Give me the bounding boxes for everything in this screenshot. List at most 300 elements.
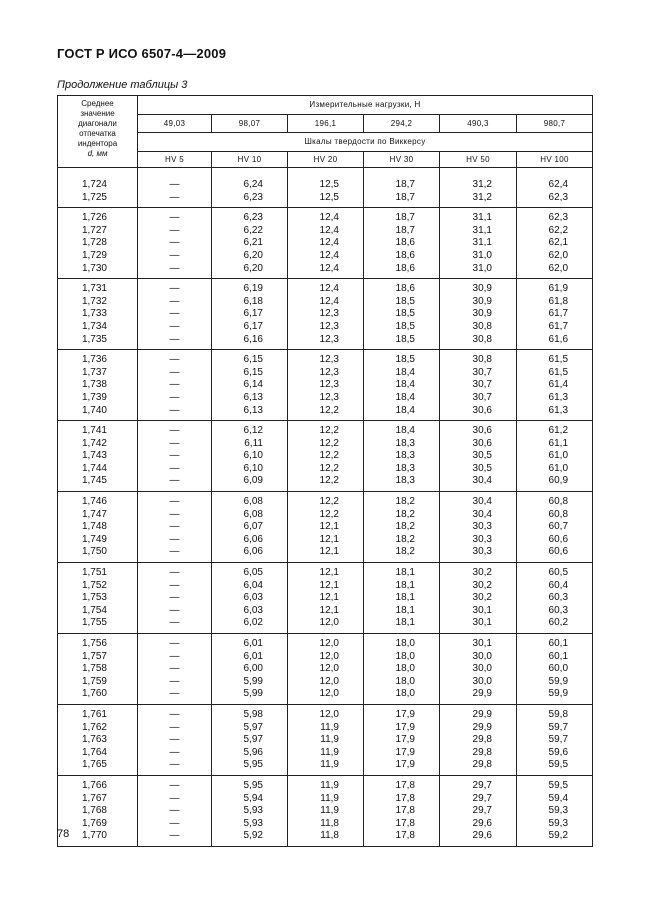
hv100-value: 61,4: [548, 379, 569, 391]
diagonal-value: 1,741: [81, 425, 107, 437]
hv100-value: 61,5: [548, 366, 569, 378]
loads-header: Измерительные нагрузки, Н: [138, 96, 593, 115]
hv5-value: —: [169, 734, 180, 746]
hv5-value-cell: [138, 208, 212, 279]
hv10-value: 5,95: [243, 759, 263, 771]
diagonal-value-cell: [58, 563, 138, 634]
diagonal-value: 1,760: [81, 688, 107, 700]
hv100-value-cell: [517, 704, 593, 775]
hv10-value: 6,00: [243, 663, 263, 675]
hv100-value: 61,1: [548, 437, 569, 449]
hv20-value: 12,0: [319, 675, 339, 687]
hv100-value: 59,3: [548, 805, 569, 817]
hv30-value: 18,7: [395, 212, 415, 224]
hv20-value: 12,3: [319, 391, 339, 403]
hv30-value: 17,9: [395, 721, 415, 733]
hv100-value: 60,7: [548, 521, 569, 533]
diagonal-value: 1,767: [81, 792, 107, 804]
hv50-value: 29,8: [472, 759, 492, 771]
hv10-value: 6,15: [243, 354, 263, 366]
hv20-value: 12,3: [319, 308, 339, 320]
table-header: [58, 96, 593, 168]
hv30-value: 17,9: [395, 746, 415, 758]
hv5-value-cell: [138, 421, 212, 492]
hv10-value: 6,18: [243, 295, 263, 307]
hv50-value: 30,7: [472, 379, 492, 391]
diagonal-value: 1,729: [81, 249, 107, 261]
hv30-value: 18,6: [395, 237, 415, 249]
diagonal-value: 1,752: [81, 579, 107, 591]
hv5-value: —: [169, 567, 180, 579]
hv30-value: 17,8: [395, 805, 415, 817]
hv30-value-cell: [364, 421, 440, 492]
hv5-value: —: [169, 638, 180, 649]
diagonal-value: 1,733: [81, 308, 107, 320]
table-row: [58, 634, 593, 705]
diagonal-value: 1,746: [81, 496, 107, 508]
hv10-value: 6,23: [243, 191, 263, 203]
scale-name: HV 50: [440, 152, 517, 168]
load-value: 980,7: [517, 115, 593, 133]
scale-name: HV 30: [364, 152, 440, 168]
hv30-value-cell: [364, 704, 440, 775]
hv20-value-cell: [288, 563, 364, 634]
hv50-value: 30,8: [472, 320, 492, 332]
hv50-value: 29,6: [472, 830, 492, 842]
hv50-value: 30,8: [472, 354, 492, 366]
hv5-value: —: [169, 579, 180, 591]
hv5-value: —: [169, 249, 180, 261]
hv5-value: —: [169, 437, 180, 449]
table-row: [58, 350, 593, 421]
hv10-value: 6,05: [243, 567, 263, 579]
hv20-value: 11,9: [320, 779, 339, 791]
hv20-value: 12,4: [319, 262, 339, 274]
hv30-value: 18,1: [395, 604, 415, 616]
hv30-value: 18,2: [395, 546, 415, 558]
diagonal-value-cell: [58, 350, 138, 421]
diagonal-value: 1,736: [81, 354, 107, 366]
hv10-value: 5,93: [243, 817, 263, 829]
hv50-value: 30,1: [472, 617, 492, 629]
hv10-value-cell: [212, 350, 288, 421]
hv50-value: 30,2: [472, 592, 492, 604]
hv100-value: 62,0: [548, 249, 569, 261]
hv100-value: 59,5: [548, 779, 569, 791]
hv30-value: 18,7: [395, 224, 415, 236]
table-row: [58, 492, 593, 563]
hv30-value: 18,3: [395, 437, 415, 449]
diagonal-value: 1,763: [81, 734, 107, 746]
hv30-value: 18,5: [395, 320, 415, 332]
hv30-value: 18,6: [395, 249, 415, 261]
hv20-value: 12,4: [319, 237, 339, 249]
hv20-value: 12,5: [319, 191, 339, 203]
hv50-value: 30,2: [472, 579, 492, 591]
diagonal-value: 1,726: [81, 212, 107, 224]
hv30-value: 18,0: [395, 675, 415, 687]
hv50-value: 30,0: [472, 650, 492, 662]
hv10-value: 6,03: [243, 604, 263, 616]
hv100-value-cell: [517, 168, 593, 208]
hv100-value: 60,5: [548, 567, 569, 579]
hv5-value-cell: [138, 168, 212, 208]
hv100-value: 59,4: [548, 792, 569, 804]
diagonal-value: 1,764: [81, 746, 107, 758]
hv5-value: —: [169, 779, 180, 791]
hv50-value: 31,1: [472, 237, 492, 249]
hardness-table: [57, 95, 593, 847]
hv10-value: 6,13: [243, 404, 263, 416]
hv50-value: 31,2: [472, 191, 492, 203]
diagonal-value: 1,724: [81, 179, 107, 190]
hv100-value: 59,3: [548, 817, 569, 829]
hv30-value: 18,3: [395, 450, 415, 462]
hv5-value-cell: [138, 704, 212, 775]
hv100-value: 60,1: [548, 650, 569, 662]
diagonal-header-line: диагонали: [78, 119, 117, 128]
hv50-value: 30,3: [472, 521, 492, 533]
hv10-value-cell: [212, 634, 288, 705]
hv20-value-cell: [288, 279, 364, 350]
hv30-value-cell: [364, 563, 440, 634]
hv30-value: 18,0: [395, 638, 415, 649]
diagonal-value: 1,731: [81, 283, 107, 295]
hv50-value: 30,6: [472, 437, 492, 449]
hv50-value: 30,1: [472, 604, 492, 616]
hv100-value: 59,6: [548, 746, 569, 758]
hv50-value: 31,0: [472, 262, 492, 274]
hv20-value-cell: [288, 634, 364, 705]
hv5-value: —: [169, 746, 180, 758]
diagonal-header-line: Среднее: [81, 99, 114, 108]
hv30-value: 18,2: [395, 533, 415, 545]
hv50-value: 30,9: [472, 308, 492, 320]
hv5-value: —: [169, 391, 180, 403]
hv30-value: 17,9: [395, 708, 415, 720]
hv100-value-cell: [517, 563, 593, 634]
hv20-value: 11,9: [320, 746, 339, 758]
hv100-value: 61,8: [548, 295, 569, 307]
table-row-group: [58, 704, 593, 775]
hv100-value: 61,6: [548, 333, 569, 345]
hv30-value: 18,1: [395, 592, 415, 604]
hv10-value-cell: [212, 208, 288, 279]
hv5-value: —: [169, 404, 180, 416]
scale-name: HV 5: [138, 152, 212, 168]
hv100-value: 62,3: [548, 191, 569, 203]
table-row-group: [58, 208, 593, 279]
hv5-value-cell: [138, 279, 212, 350]
table-row-group: [58, 350, 593, 421]
hv30-value: 18,4: [395, 425, 415, 437]
hv100-value-cell: [517, 634, 593, 705]
hv20-value: 12,2: [319, 462, 339, 474]
hv100-value: 62,0: [548, 262, 569, 274]
hv5-value: —: [169, 308, 180, 320]
hv10-value: 5,97: [243, 734, 263, 746]
hv30-value: 18,7: [395, 179, 415, 190]
table-row-group: [58, 563, 593, 634]
diagonal-value: 1,762: [81, 721, 107, 733]
hv100-value: 59,9: [548, 688, 569, 700]
hv30-value: 18,5: [395, 308, 415, 320]
hv50-value: 29,8: [472, 734, 492, 746]
hv10-value: 6,20: [243, 249, 263, 261]
hv100-value: 61,5: [548, 354, 569, 366]
hv10-value: 6,16: [243, 333, 263, 345]
diagonal-value-cell: [58, 704, 138, 775]
hv30-value: 18,2: [395, 496, 415, 508]
diagonal-value: 1,735: [81, 333, 107, 345]
hv100-value: 60,9: [548, 475, 569, 487]
hv5-value: —: [169, 224, 180, 236]
hv5-value-cell: [138, 775, 212, 846]
hv50-value: 31,0: [472, 249, 492, 261]
hv50-value-cell: [440, 168, 517, 208]
hv20-value: 12,4: [319, 283, 339, 295]
diagonal-value: 1,769: [81, 817, 107, 829]
hv100-value-cell: [517, 350, 593, 421]
diagonal-value: 1,745: [81, 475, 107, 487]
hv30-value: 18,6: [395, 283, 415, 295]
hv10-value: 5,99: [243, 675, 263, 687]
hv10-value: 6,10: [243, 450, 263, 462]
hv30-value: 18,0: [395, 688, 415, 700]
diagonal-column-header: [58, 96, 138, 168]
diagonal-header-line: отпечатка: [79, 129, 116, 138]
hv10-value-cell: [212, 704, 288, 775]
diagonal-value: 1,750: [81, 546, 107, 558]
hv10-value: 6,09: [243, 475, 263, 487]
load-value: 294,2: [364, 115, 440, 133]
hv100-value: 60,8: [548, 508, 569, 520]
hv30-value: 18,4: [395, 391, 415, 403]
hv10-value-cell: [212, 279, 288, 350]
hv50-value: 30,5: [472, 450, 492, 462]
hv50-value-cell: [440, 563, 517, 634]
hv30-value-cell: [364, 775, 440, 846]
hv30-value: 18,1: [395, 579, 415, 591]
hv100-value: 61,2: [548, 425, 569, 437]
diagonal-value: 1,751: [81, 567, 107, 579]
hv100-value: 61,9: [548, 283, 569, 295]
diagonal-value: 1,766: [81, 779, 107, 791]
hv20-value: 11,9: [320, 734, 339, 746]
scale-name: HV 20: [288, 152, 364, 168]
diagonal-header-line: значение: [80, 109, 115, 118]
diagonal-value: 1,758: [81, 663, 107, 675]
hv30-value: 18,4: [395, 379, 415, 391]
hv10-value: 6,08: [243, 508, 263, 520]
hv30-value: 17,9: [395, 734, 415, 746]
hv50-value-cell: [440, 279, 517, 350]
hv20-value-cell: [288, 421, 364, 492]
hv5-value: —: [169, 546, 180, 558]
hv20-value: 12,1: [319, 567, 339, 579]
hv30-value: 18,5: [395, 333, 415, 345]
hv10-value: 5,93: [243, 805, 263, 817]
hv100-value: 59,7: [548, 721, 569, 733]
diagonal-value: 1,740: [81, 404, 107, 416]
hv50-value: 30,6: [472, 404, 492, 416]
hv20-value: 11,8: [320, 817, 339, 829]
hv20-value: 12,0: [319, 688, 339, 700]
hv30-value: 18,3: [395, 462, 415, 474]
hv10-value: 5,97: [243, 721, 263, 733]
hv50-value: 29,9: [472, 688, 492, 700]
hv100-value: 61,0: [548, 462, 569, 474]
hv5-value: —: [169, 191, 180, 203]
hv5-value: —: [169, 617, 180, 629]
hv100-value: 60,8: [548, 496, 569, 508]
hv100-value: 60,2: [548, 617, 569, 629]
hv30-value-cell: [364, 279, 440, 350]
hv20-value: 12,4: [319, 249, 339, 261]
hv20-value-cell: [288, 168, 364, 208]
hv10-value: 5,95: [243, 779, 263, 791]
hv100-value: 62,1: [548, 237, 569, 249]
hv50-value: 30,8: [472, 333, 492, 345]
scales-header: Шкалы твердости по Виккерсу: [138, 133, 593, 152]
diagonal-value: 1,759: [81, 675, 107, 687]
hv100-value: 61,3: [548, 391, 569, 403]
hv30-value-cell: [364, 492, 440, 563]
page-number: 78: [57, 828, 70, 840]
hv10-value: 6,21: [243, 237, 263, 249]
diagonal-value: 1,754: [81, 604, 107, 616]
hv20-value: 12,3: [319, 379, 339, 391]
hv100-value: 62,3: [548, 212, 569, 224]
hv50-value: 31,1: [472, 224, 492, 236]
document-title: ГОСТ Р ИСО 6507-4—2009: [57, 46, 227, 61]
hv20-value: 11,8: [320, 830, 339, 842]
hv100-value: 60,4: [548, 579, 569, 591]
hv5-value: —: [169, 708, 180, 720]
hv20-value: 12,2: [319, 425, 339, 437]
diagonal-value: 1,768: [81, 805, 107, 817]
diagonal-value: 1,734: [81, 320, 107, 332]
hv5-value: —: [169, 650, 180, 662]
hv100-value: 60,6: [548, 533, 569, 545]
diagonal-value: 1,753: [81, 592, 107, 604]
table-row-group: [58, 421, 593, 492]
hv20-value: 12,1: [319, 546, 339, 558]
hv100-value-cell: [517, 208, 593, 279]
diagonal-header-unit: d, мм: [87, 149, 108, 158]
hv30-value: 17,9: [395, 759, 415, 771]
hv5-value: —: [169, 792, 180, 804]
hv20-value: 12,0: [319, 617, 339, 629]
hv10-value: 6,10: [243, 462, 263, 474]
diagonal-value: 1,744: [81, 462, 107, 474]
scale-name: HV 100: [517, 152, 593, 168]
load-value: 490,3: [440, 115, 517, 133]
hv50-value: 30,3: [472, 546, 492, 558]
hv100-value-cell: [517, 775, 593, 846]
hv10-value: 6,08: [243, 496, 263, 508]
hv50-value: 30,0: [472, 675, 492, 687]
hv50-value: 30,4: [472, 475, 492, 487]
hv50-value: 31,2: [472, 179, 492, 190]
hv10-value: 6,13: [243, 391, 263, 403]
hv50-value: 29,8: [472, 746, 492, 758]
hv20-value: 12,0: [319, 638, 339, 649]
hv5-value: —: [169, 450, 180, 462]
hv20-value: 12,1: [319, 592, 339, 604]
hv100-value-cell: [517, 279, 593, 350]
hv10-value-cell: [212, 775, 288, 846]
hv10-value-cell: [212, 563, 288, 634]
hv10-value-cell: [212, 421, 288, 492]
diagonal-value: 1,737: [81, 366, 107, 378]
hv100-value: 61,0: [548, 450, 569, 462]
hv50-value: 29,6: [472, 817, 492, 829]
diagonal-value: 1,757: [81, 650, 107, 662]
hv20-value: 11,9: [320, 792, 339, 804]
diagonal-value: 1,743: [81, 450, 107, 462]
hv20-value: 11,9: [320, 759, 339, 771]
hv5-value: —: [169, 830, 180, 842]
diagonal-value: 1,739: [81, 391, 107, 403]
hv50-value-cell: [440, 421, 517, 492]
diagonal-value: 1,761: [81, 708, 107, 720]
diagonal-value-cell: [58, 208, 138, 279]
hv10-value: 6,06: [243, 546, 263, 558]
hv5-value: —: [169, 366, 180, 378]
hv30-value: 18,3: [395, 475, 415, 487]
table-row-group: [58, 279, 593, 350]
diagonal-header-line: индентора: [77, 139, 118, 148]
hv30-value: 17,8: [395, 817, 415, 829]
hv10-value-cell: [212, 168, 288, 208]
hv50-value: 30,5: [472, 462, 492, 474]
hv5-value: —: [169, 379, 180, 391]
table-row-group: [58, 634, 593, 705]
hv10-value: 6,11: [244, 437, 263, 449]
hv100-value: 60,3: [548, 604, 569, 616]
hv30-value-cell: [364, 350, 440, 421]
hv30-value: 18,2: [395, 508, 415, 520]
hv100-value-cell: [517, 492, 593, 563]
hv5-value: —: [169, 333, 180, 345]
hv5-value: —: [169, 496, 180, 508]
hv5-value: —: [169, 721, 180, 733]
hv100-value: 61,7: [548, 320, 569, 332]
hv50-value-cell: [440, 704, 517, 775]
hv10-value: 6,20: [243, 262, 263, 274]
hv50-value: 29,9: [472, 708, 492, 720]
hv50-value-cell: [440, 634, 517, 705]
hv30-value: 18,4: [395, 404, 415, 416]
hv30-value: 17,8: [395, 779, 415, 791]
hv5-value: —: [169, 521, 180, 533]
hv30-value: 18,0: [395, 663, 415, 675]
hv30-value-cell: [364, 168, 440, 208]
hv5-value: —: [169, 508, 180, 520]
hv30-value: 18,1: [395, 617, 415, 629]
hv5-value: —: [169, 475, 180, 487]
diagonal-value-cell: [58, 168, 138, 208]
diagonal-value: 1,727: [81, 224, 107, 236]
hv30-value: 18,0: [395, 650, 415, 662]
table-row-group: [58, 168, 593, 208]
diagonal-value: 1,756: [81, 638, 107, 649]
hv100-value: 60,3: [548, 592, 569, 604]
hv10-value: 5,92: [243, 830, 263, 842]
hv100-value: 59,5: [548, 759, 569, 771]
hv5-value: —: [169, 462, 180, 474]
